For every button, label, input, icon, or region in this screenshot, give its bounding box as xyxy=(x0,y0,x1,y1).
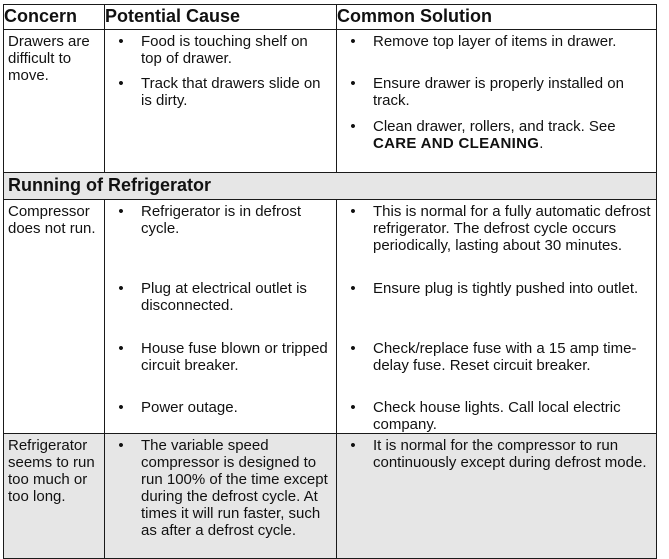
cause-text: Power outage. xyxy=(141,399,238,416)
concern-cell: Refrigerator seems to run too much or too long. xyxy=(4,434,105,559)
header-row xyxy=(4,5,657,30)
cause-text: Food is touching shelf on top of drawer. xyxy=(141,33,308,67)
cause-text: The variable speed compressor is designed to run 100% of the time except during the defrost cycle. At times it will run faster, such as after a defrost cycle. xyxy=(141,437,328,539)
list-item xyxy=(337,203,656,280)
cause-text: Track that drawers slide on is dirty. xyxy=(141,75,321,109)
solution-text: It is normal for the compressor to run continuously except during defrost mode. xyxy=(373,437,647,471)
table-row xyxy=(4,434,657,559)
solution-text: Remove top layer of items in drawer. xyxy=(373,33,617,50)
bullet-icon: • xyxy=(350,399,356,416)
list-item xyxy=(337,399,656,433)
list-item xyxy=(337,340,656,399)
list-item xyxy=(105,33,336,75)
care-and-cleaning-reference: CARE AND CLEANING xyxy=(373,135,540,152)
solution-cell xyxy=(337,434,657,559)
bullet-icon: • xyxy=(350,280,356,297)
list-item xyxy=(105,340,336,399)
cause-cell xyxy=(105,30,337,173)
solution-text-end: . xyxy=(539,135,544,152)
bullet-icon: • xyxy=(350,203,356,220)
table-row xyxy=(4,200,657,434)
bullet-icon: • xyxy=(350,118,356,135)
solution-text: This is normal for a fully automatic defrost refrigerator. The defrost cycle occurs periodically, lasting about 30 minutes. xyxy=(373,203,651,254)
list-item xyxy=(105,75,336,109)
bullet-icon: • xyxy=(350,75,356,92)
solution-cell xyxy=(337,30,657,173)
bullet-icon: • xyxy=(118,437,124,454)
header-potential-cause: Potential Cause xyxy=(105,5,337,30)
section-row xyxy=(4,173,657,200)
list-item xyxy=(337,33,656,75)
bullet-icon: • xyxy=(118,340,124,357)
bullet-icon: • xyxy=(350,340,356,357)
cause-cell xyxy=(105,200,337,434)
list-item xyxy=(105,437,336,539)
header-common-solution: Common Solution xyxy=(337,5,657,30)
list-item xyxy=(337,75,656,118)
solution-cell xyxy=(337,200,657,434)
cause-cell xyxy=(105,434,337,559)
solution-text: Check house lights. Call local electric company. xyxy=(373,399,621,433)
solution-text: Ensure plug is tightly pushed into outlet. xyxy=(373,280,639,297)
cause-text: Refrigerator is in defrost cycle. xyxy=(141,203,302,237)
cause-text: House fuse blown or tripped circuit breaker. xyxy=(141,340,328,374)
bullet-icon: • xyxy=(118,280,124,297)
solution-text: Check/replace fuse with a 15 amp time-delay fuse. Reset circuit breaker. xyxy=(373,340,637,374)
header-concern: Concern xyxy=(4,5,105,30)
list-item xyxy=(105,399,336,416)
bullet-icon: • xyxy=(118,33,124,50)
cause-text: Plug at electrical outlet is disconnected. xyxy=(141,280,307,314)
list-item xyxy=(337,437,656,471)
bullet-icon: • xyxy=(118,399,124,416)
bullet-icon: • xyxy=(118,75,124,92)
concern-cell: Drawers are difficult to move. xyxy=(4,30,105,173)
list-item xyxy=(105,203,336,280)
solution-text: Clean drawer, rollers, and track. See xyxy=(373,118,616,135)
bullet-icon: • xyxy=(350,33,356,50)
section-title: Running of Refrigerator xyxy=(4,173,657,200)
table-row xyxy=(4,30,657,173)
bullet-icon: • xyxy=(118,203,124,220)
troubleshooting-table xyxy=(3,4,657,559)
solution-text: Ensure drawer is properly installed on track. xyxy=(373,75,624,109)
bullet-icon: • xyxy=(350,437,356,454)
concern-cell: Compressor does not run. xyxy=(4,200,105,434)
list-item xyxy=(337,280,656,340)
list-item xyxy=(105,280,336,340)
list-item xyxy=(337,118,656,152)
